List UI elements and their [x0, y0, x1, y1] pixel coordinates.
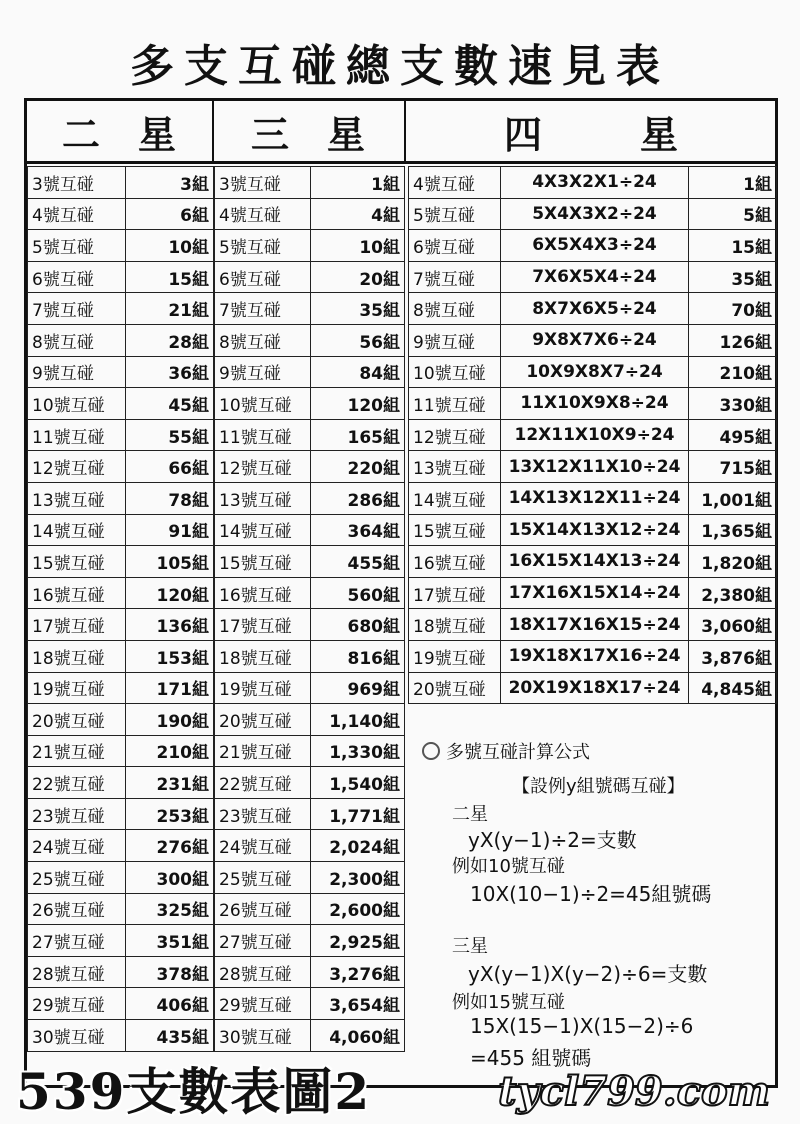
- two-star-row-cell: 91組: [126, 514, 214, 546]
- three-star-row-cell: 29號互碰: [215, 988, 311, 1020]
- two-star-row: [28, 640, 214, 672]
- three-star-row-cell: 19號互碰: [215, 672, 311, 704]
- header-four-star-label-b: 星: [639, 112, 678, 157]
- four-star-row-cell: 10X9X8X7÷24: [501, 356, 689, 388]
- four-star-row-cell: 3,876組: [689, 640, 777, 672]
- four-star-row-cell: 4號互碰: [409, 167, 501, 199]
- four-star-row-cell: 35組: [689, 261, 777, 293]
- formula-panel: [412, 724, 776, 1069]
- header-divider: [24, 161, 778, 164]
- three-star-row: [215, 324, 405, 356]
- four-star-row-cell: 9號互碰: [409, 324, 501, 356]
- four-star-row: [409, 546, 777, 578]
- bullet-icon: [422, 742, 440, 760]
- four-star-row-cell: 5號互碰: [409, 198, 501, 230]
- four-star-row-cell: 6號互碰: [409, 230, 501, 262]
- watermark-text: 539支數表圖2: [16, 1062, 372, 1121]
- three-star-row-cell: 1,540組: [311, 767, 405, 799]
- three-star-row: [215, 640, 405, 672]
- two-star-row-cell: 378組: [126, 956, 214, 988]
- two-star-row: [28, 798, 214, 830]
- three-star-row: [215, 609, 405, 641]
- two-star-row-cell: 105組: [126, 546, 214, 578]
- header-sep-1: [212, 101, 214, 161]
- two-star-row-cell: 5號互碰: [28, 230, 126, 262]
- two-star-row-cell: 19號互碰: [28, 672, 126, 704]
- four-star-row: [409, 261, 777, 293]
- two-star-row-cell: 28組: [126, 324, 214, 356]
- three-star-row-cell: 680組: [311, 609, 405, 641]
- two-star-row-cell: 435組: [126, 1020, 214, 1052]
- two-star-row-cell: 22號互碰: [28, 767, 126, 799]
- four-star-row-cell: 11號互碰: [409, 388, 501, 420]
- two-star-row: [28, 609, 214, 641]
- four-star-row-cell: 210組: [689, 356, 777, 388]
- two-star-row-cell: 6號互碰: [28, 261, 126, 293]
- two-star-row: [28, 230, 214, 262]
- three-star-row: [215, 167, 405, 199]
- three-star-row: [215, 704, 405, 736]
- three-star-row-cell: 23號互碰: [215, 798, 311, 830]
- formula-three-expr: yX(y−1)X(y−2)÷6=支數: [468, 962, 708, 986]
- formula-two-title: 二星: [452, 804, 488, 825]
- four-star-row-cell: 495組: [689, 419, 777, 451]
- two-star-row-cell: 30號互碰: [28, 1020, 126, 1052]
- two-star-row-cell: 26號互碰: [28, 893, 126, 925]
- three-star-row: [215, 514, 405, 546]
- four-star-row-cell: 18X17X16X15÷24: [501, 609, 689, 641]
- four-star-row-cell: 17號互碰: [409, 577, 501, 609]
- four-star-row: [409, 198, 777, 230]
- three-star-row-cell: 84組: [311, 356, 405, 388]
- header-two-star: [28, 101, 210, 161]
- two-star-row-cell: 11號互碰: [28, 419, 126, 451]
- four-star-row-cell: 1,820組: [689, 546, 777, 578]
- four-star-row-cell: 8X7X6X5÷24: [501, 293, 689, 325]
- three-star-row-cell: 220組: [311, 451, 405, 483]
- four-star-row-cell: 70組: [689, 293, 777, 325]
- three-star-row: [215, 988, 405, 1020]
- four-star-row-cell: 18號互碰: [409, 609, 501, 641]
- three-star-row-cell: 4號互碰: [215, 198, 311, 230]
- two-star-row-cell: 120組: [126, 577, 214, 609]
- two-star-row-cell: 29號互碰: [28, 988, 126, 1020]
- two-star-table: [27, 166, 214, 1052]
- two-star-row-cell: 3組: [126, 167, 214, 199]
- three-star-row-cell: 20號互碰: [215, 704, 311, 736]
- two-star-row: [28, 735, 214, 767]
- two-star-row-cell: 15號互碰: [28, 546, 126, 578]
- formula-three-result: =455 組號碼: [470, 1046, 592, 1070]
- three-star-row-cell: 4組: [311, 198, 405, 230]
- four-star-row-cell: 126組: [689, 324, 777, 356]
- three-star-row: [215, 925, 405, 957]
- four-star-row: [409, 609, 777, 641]
- three-star-row-cell: 286組: [311, 482, 405, 514]
- formula-three-title: 三星: [452, 936, 488, 957]
- four-star-row-cell: 5組: [689, 198, 777, 230]
- three-star-row-cell: 1組: [311, 167, 405, 199]
- three-star-row: [215, 419, 405, 451]
- two-star-row: [28, 514, 214, 546]
- two-star-row-cell: 325組: [126, 893, 214, 925]
- header-three-star: [214, 101, 402, 161]
- two-star-row: [28, 419, 214, 451]
- four-star-row: [409, 451, 777, 483]
- three-star-row-cell: 9號互碰: [215, 356, 311, 388]
- two-star-row-cell: 12號互碰: [28, 451, 126, 483]
- three-star-row-cell: 120組: [311, 388, 405, 420]
- two-star-row-cell: 10組: [126, 230, 214, 262]
- four-star-row-cell: 12X11X10X9÷24: [501, 419, 689, 451]
- three-star-row-cell: 3,654組: [311, 988, 405, 1020]
- two-star-row: [28, 482, 214, 514]
- three-star-row: [215, 577, 405, 609]
- three-star-row: [215, 388, 405, 420]
- two-star-row: [28, 893, 214, 925]
- three-star-row-cell: 28號互碰: [215, 956, 311, 988]
- three-star-row: [215, 1020, 405, 1052]
- two-star-row-cell: 231組: [126, 767, 214, 799]
- three-star-row-cell: 14號互碰: [215, 514, 311, 546]
- two-star-row-cell: 190組: [126, 704, 214, 736]
- three-star-row: [215, 798, 405, 830]
- two-star-row: [28, 577, 214, 609]
- three-star-row-cell: 3,276組: [311, 956, 405, 988]
- three-star-row: [215, 672, 405, 704]
- two-star-row: [28, 767, 214, 799]
- four-star-row-cell: 9X8X7X6÷24: [501, 324, 689, 356]
- two-star-row-cell: 24號互碰: [28, 830, 126, 862]
- three-star-row-cell: 21號互碰: [215, 735, 311, 767]
- two-star-row: [28, 830, 214, 862]
- two-star-row: [28, 1020, 214, 1052]
- four-star-row-cell: 16號互碰: [409, 546, 501, 578]
- two-star-row: [28, 988, 214, 1020]
- four-star-row-cell: 15組: [689, 230, 777, 262]
- four-star-row-cell: 7號互碰: [409, 261, 501, 293]
- two-star-row-cell: 17號互碰: [28, 609, 126, 641]
- two-star-row-cell: 13號互碰: [28, 482, 126, 514]
- three-star-row-cell: 35組: [311, 293, 405, 325]
- four-star-row: [409, 640, 777, 672]
- two-star-row-cell: 14號互碰: [28, 514, 126, 546]
- two-star-row-cell: 55組: [126, 419, 214, 451]
- header-two-star-label: 二 星: [61, 112, 176, 157]
- header-four-star: [406, 101, 776, 161]
- three-star-row-cell: 5號互碰: [215, 230, 311, 262]
- three-star-row-cell: 20組: [311, 261, 405, 293]
- four-star-row-cell: 715組: [689, 451, 777, 483]
- two-star-row-cell: 21號互碰: [28, 735, 126, 767]
- two-star-row: [28, 451, 214, 483]
- three-star-row: [215, 735, 405, 767]
- four-star-row: [409, 356, 777, 388]
- three-star-row-cell: 10號互碰: [215, 388, 311, 420]
- two-star-row-cell: 3號互碰: [28, 167, 126, 199]
- four-star-row-cell: 3,060組: [689, 609, 777, 641]
- two-star-row-cell: 136組: [126, 609, 214, 641]
- three-star-row: [215, 830, 405, 862]
- four-star-row-cell: 1組: [689, 167, 777, 199]
- three-star-row-cell: 364組: [311, 514, 405, 546]
- two-star-row-cell: 28號互碰: [28, 956, 126, 988]
- four-star-row-cell: 15號互碰: [409, 514, 501, 546]
- four-star-row-cell: 13X12X11X10÷24: [501, 451, 689, 483]
- four-star-row-cell: 6X5X4X3÷24: [501, 230, 689, 262]
- four-star-row-cell: 1,001組: [689, 482, 777, 514]
- three-star-row-cell: 17號互碰: [215, 609, 311, 641]
- formula-two-example-title: 例如10號互碰: [452, 856, 565, 877]
- three-star-row-cell: 3號互碰: [215, 167, 311, 199]
- header-four-star-label-a: 四: [503, 112, 542, 157]
- four-star-row-cell: 2,380組: [689, 577, 777, 609]
- three-star-row: [215, 230, 405, 262]
- four-star-row: [409, 230, 777, 262]
- two-star-row-cell: 20號互碰: [28, 704, 126, 736]
- four-star-row: [409, 388, 777, 420]
- two-star-row: [28, 388, 214, 420]
- three-star-row-cell: 1,140組: [311, 704, 405, 736]
- two-star-row-cell: 171組: [126, 672, 214, 704]
- three-star-row: [215, 546, 405, 578]
- two-star-row-cell: 25號互碰: [28, 862, 126, 894]
- three-star-row: [215, 956, 405, 988]
- two-star-row-cell: 10號互碰: [28, 388, 126, 420]
- three-star-row-cell: 1,330組: [311, 735, 405, 767]
- four-star-row: [409, 672, 777, 704]
- two-star-row-cell: 4號互碰: [28, 198, 126, 230]
- header-sep-2: [404, 101, 406, 161]
- two-star-row: [28, 167, 214, 199]
- four-star-row-cell: 19號互碰: [409, 640, 501, 672]
- two-star-row-cell: 253組: [126, 798, 214, 830]
- three-star-row-cell: 30號互碰: [215, 1020, 311, 1052]
- two-star-row: [28, 324, 214, 356]
- four-star-row-cell: 20號互碰: [409, 672, 501, 704]
- four-star-row: [409, 293, 777, 325]
- formula-heading-text: 多號互碰計算公式: [446, 742, 590, 763]
- two-star-row-cell: 18號互碰: [28, 640, 126, 672]
- four-star-row-cell: 8號互碰: [409, 293, 501, 325]
- four-star-row-cell: 11X10X9X8÷24: [501, 388, 689, 420]
- three-star-row-cell: 560組: [311, 577, 405, 609]
- two-star-row-cell: 78組: [126, 482, 214, 514]
- two-star-row: [28, 672, 214, 704]
- three-star-row-cell: 26號互碰: [215, 893, 311, 925]
- two-star-row: [28, 198, 214, 230]
- four-star-row: [409, 419, 777, 451]
- three-star-row-cell: 6號互碰: [215, 261, 311, 293]
- four-star-row-cell: 5X4X3X2÷24: [501, 198, 689, 230]
- three-star-table: [214, 166, 405, 1052]
- four-star-row-cell: 20X19X18X17÷24: [501, 672, 689, 704]
- three-star-row: [215, 261, 405, 293]
- formula-three-example-title: 例如15號互碰: [452, 992, 565, 1013]
- three-star-row: [215, 482, 405, 514]
- two-star-row-cell: 27號互碰: [28, 925, 126, 957]
- two-star-row: [28, 546, 214, 578]
- two-star-row-cell: 351組: [126, 925, 214, 957]
- four-star-row-cell: 1,365組: [689, 514, 777, 546]
- four-star-row: [409, 324, 777, 356]
- four-star-row: [409, 167, 777, 199]
- four-star-row-cell: 16X15X14X13÷24: [501, 546, 689, 578]
- three-star-row-cell: 56組: [311, 324, 405, 356]
- formula-heading: [422, 738, 590, 764]
- three-star-row-cell: 165組: [311, 419, 405, 451]
- three-star-row-cell: 27號互碰: [215, 925, 311, 957]
- two-star-row-cell: 7號互碰: [28, 293, 126, 325]
- three-star-row-cell: 2,925組: [311, 925, 405, 957]
- two-star-row-cell: 21組: [126, 293, 214, 325]
- four-star-row-cell: 10號互碰: [409, 356, 501, 388]
- two-star-row: [28, 293, 214, 325]
- four-star-row-cell: 19X18X17X16÷24: [501, 640, 689, 672]
- two-star-row-cell: 15組: [126, 261, 214, 293]
- site-watermark: tycl799.com: [498, 1068, 771, 1115]
- three-star-row: [215, 767, 405, 799]
- two-star-row: [28, 356, 214, 388]
- three-star-row-cell: 16號互碰: [215, 577, 311, 609]
- three-star-row-cell: 2,600組: [311, 893, 405, 925]
- four-star-row: [409, 482, 777, 514]
- three-star-row-cell: 11號互碰: [215, 419, 311, 451]
- four-star-row-cell: 14X13X12X11÷24: [501, 482, 689, 514]
- formula-two-expr: yX(y−1)÷2=支數: [468, 828, 637, 852]
- two-star-row-cell: 276組: [126, 830, 214, 862]
- page-title: 多支互碰總支數速見表: [130, 41, 670, 92]
- formula-assume: 【設例y組號碼互碰】: [512, 776, 685, 797]
- two-star-row-cell: 300組: [126, 862, 214, 894]
- three-star-row-cell: 12號互碰: [215, 451, 311, 483]
- two-star-row: [28, 261, 214, 293]
- two-star-row-cell: 23號互碰: [28, 798, 126, 830]
- three-star-row-cell: 969組: [311, 672, 405, 704]
- formula-three-example: 15X(15−1)X(15−2)÷6: [470, 1014, 694, 1038]
- three-star-row-cell: 18號互碰: [215, 640, 311, 672]
- three-star-row-cell: 2,300組: [311, 862, 405, 894]
- three-star-row-cell: 7號互碰: [215, 293, 311, 325]
- four-star-row-cell: 4X3X2X1÷24: [501, 167, 689, 199]
- three-star-row: [215, 451, 405, 483]
- four-star-row-cell: 13號互碰: [409, 451, 501, 483]
- three-star-row: [215, 893, 405, 925]
- three-star-row-cell: 8號互碰: [215, 324, 311, 356]
- three-star-row-cell: 24號互碰: [215, 830, 311, 862]
- four-star-row-cell: 7X6X5X4÷24: [501, 261, 689, 293]
- three-star-row-cell: 13號互碰: [215, 482, 311, 514]
- two-star-row-cell: 8號互碰: [28, 324, 126, 356]
- three-star-row-cell: 2,024組: [311, 830, 405, 862]
- four-star-row-cell: 15X14X13X12÷24: [501, 514, 689, 546]
- three-star-row-cell: 10組: [311, 230, 405, 262]
- two-star-row-cell: 45組: [126, 388, 214, 420]
- three-star-row-cell: 4,060組: [311, 1020, 405, 1052]
- two-star-row: [28, 956, 214, 988]
- four-star-row-cell: 17X16X15X14÷24: [501, 577, 689, 609]
- three-star-row-cell: 1,771組: [311, 798, 405, 830]
- two-star-row-cell: 153組: [126, 640, 214, 672]
- two-star-row-cell: 9號互碰: [28, 356, 126, 388]
- two-star-row-cell: 36組: [126, 356, 214, 388]
- three-star-row-cell: 15號互碰: [215, 546, 311, 578]
- two-star-row-cell: 210組: [126, 735, 214, 767]
- four-star-row-cell: 12號互碰: [409, 419, 501, 451]
- four-star-row: [409, 514, 777, 546]
- three-star-row: [215, 356, 405, 388]
- formula-two-example: 10X(10−1)÷2=45組號碼: [470, 882, 712, 906]
- two-star-row: [28, 704, 214, 736]
- two-star-row-cell: 406組: [126, 988, 214, 1020]
- three-star-row: [215, 198, 405, 230]
- three-star-row: [215, 293, 405, 325]
- four-star-row-cell: 14號互碰: [409, 482, 501, 514]
- two-star-row-cell: 16號互碰: [28, 577, 126, 609]
- three-star-row-cell: 455組: [311, 546, 405, 578]
- two-star-row-cell: 6組: [126, 198, 214, 230]
- two-star-row: [28, 862, 214, 894]
- header-three-star-label: 三 星: [250, 112, 365, 157]
- four-star-table: [408, 166, 777, 704]
- four-star-row-cell: 4,845組: [689, 672, 777, 704]
- three-star-row-cell: 816組: [311, 640, 405, 672]
- two-star-row: [28, 925, 214, 957]
- two-star-row-cell: 66組: [126, 451, 214, 483]
- three-star-row-cell: 22號互碰: [215, 767, 311, 799]
- four-star-row: [409, 577, 777, 609]
- three-star-row-cell: 25號互碰: [215, 862, 311, 894]
- four-star-row-cell: 330組: [689, 388, 777, 420]
- three-star-row: [215, 862, 405, 894]
